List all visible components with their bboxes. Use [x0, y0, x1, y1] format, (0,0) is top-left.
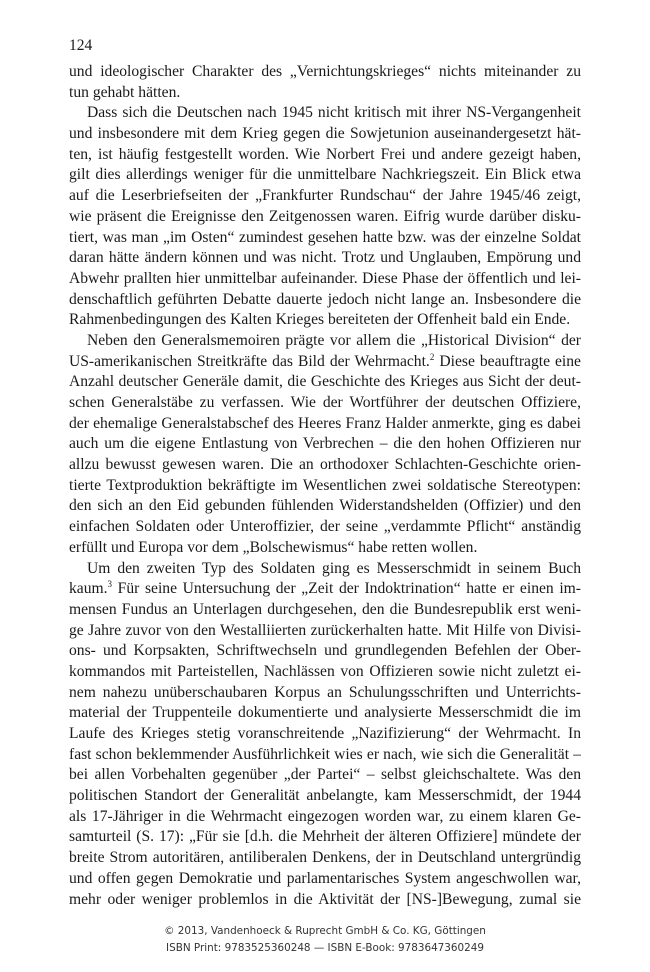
text-line: fast schon beklemmender Ausführlichkeit wies er nach, wie sich die Generalität –: [69, 745, 581, 763]
text-line: daran hätte ändern können und was nicht. Trotz und Unglauben, Empörung und: [69, 249, 581, 267]
text-line: als 17-Jähriger in die Wehrmacht eingezogen worden war, zu einem klaren Ge-: [69, 807, 581, 825]
text-line: tierte Textproduktion bekräftigte im Wesentlichen zwei soldatische Stereotypen:: [69, 476, 581, 494]
text-line: kommandos mit Parteistellen, Nachlässen von Offizieren sowie nicht zuletzt ei-: [69, 662, 581, 680]
text-line: nem nahezu unüberschaubaren Korpus an Schulungsschriften und Unterrichts-: [69, 683, 581, 701]
text-line: tiert, was man „im Osten“ zumindest gesehen hatte bzw. was der einzelne Soldat: [69, 228, 581, 246]
text-line: Laufe des Krieges stetig voranschreitende „Nazifizierung“ der Wehrmacht. In: [69, 725, 581, 742]
text-line: auch um die eigene Entlastung von Verbrechen – die den hohen Offizieren nur: [69, 435, 581, 453]
page-number: 124: [69, 37, 93, 54]
text-line: material der Truppenteile dokumentierte und analysierte Messerschmidt die im: [69, 704, 581, 722]
text-line: denschaftlich geführten Debatte dauerte jedoch nicht lange an. Insbesondere die: [69, 290, 581, 308]
text-line: Abwehr prallten hier unmittelbar aufeinander. Diese Phase der öffentlich und lei-: [69, 269, 581, 287]
text-line: gilt dies allerdings weniger für die unmittelbare Nachkriegszeit. Ein Blick etwa: [69, 166, 581, 184]
text-line: Neben den Generalsmemoiren prägte vor allem die „Historical Division“ der: [87, 331, 581, 349]
text-line: mehr oder weniger problemlos in die Aktivität der [NS-]Bewegung, zumal sie: [69, 890, 581, 908]
body-text: [69, 62, 581, 910]
text-line: Dass sich die Deutschen nach 1945 nicht kritisch mit ihrer NS-Vergangenheit: [87, 104, 581, 122]
text-line: tun gehabt hätten.: [69, 83, 181, 101]
text-line: [69, 352, 581, 373]
text-line: Anzahl deutscher Generäle damit, die Geschichte des Krieges aus Sicht der deut-: [69, 373, 581, 391]
text-line: den sich an den Eid gebunden fühlenden Widerstandshelden (Offizier) und den: [69, 497, 581, 515]
text-line: bei allen Vorbehalten gegenüber „der Partei“ – selbst gleichschaltete. Was den: [69, 766, 581, 784]
text-line: ge Jahre zuvor von den Westalliierten zurückerhalten hatte. Mit Hilfe von Divisi-: [69, 621, 581, 639]
text-line: samturteil (S. 17): „Für sie [d.h. die Mehrheit der älteren Offiziere] mündete der: [69, 828, 581, 846]
text-line: ons- und Korpsakten, Schriftwechseln und grundlegenden Befehlen der Ober-: [69, 642, 581, 660]
text-line: ten, ist häufig festgestellt worden. Wie Norbert Frei und andere gezeigt haben,: [69, 145, 581, 163]
isbn-line: ISBN Print: 9783525360248 — ISBN E-Book: 9783647360249: [166, 942, 484, 954]
text-line: [69, 579, 581, 600]
text-line: wie präsent die Ereignisse den Zeitgenossen waren. Eifrig wurde darüber disku-: [69, 207, 581, 225]
text-line: Rahmenbedingungen des Kalten Krieges bereiteten der Offenheit bald ein Ende.: [69, 311, 571, 329]
text-line: einfachen Soldaten oder Unteroffizier, der seine „verdammte Pflicht“ anständig: [69, 518, 581, 536]
text-line: auf die Leserbriefseiten der „Frankfurter Rundschau“ der Jahre 1945/46 zeigt,: [69, 187, 581, 205]
footnote-marker: 3: [107, 579, 113, 590]
text-line: politischen Standort der Generalität anbelangte, kam Messerschmidt, der 1944: [69, 787, 581, 805]
text-line: schen Generalstäbe zu verfassen. Wie der Wortführer der deutschen Offiziere,: [69, 394, 581, 411]
footnote-marker: 2: [429, 351, 435, 362]
text-line: der ehemalige Generalstabschef des Heeres Franz Halder anmerkte, ging es dabei: [69, 414, 581, 432]
text-line: und ideologischer Charakter des „Vernichtungskrieges“ nichts miteinander zu: [69, 63, 581, 80]
text-line: und offen gegen Demokratie und parlamentarisches System angeschwollen war,: [69, 869, 581, 887]
text-line: mensen Fundus an Unterlagen durchgesehen, den die Bundesrepublik erst weni-: [69, 600, 581, 618]
text-line-segment: Für seine Untersuchung der „Zeit der Indoktrination“ hatte er einen im-: [112, 580, 581, 598]
text-line: Um den zweiten Typ des Soldaten ging es Messerschmidt in seinem Buch: [87, 559, 581, 577]
text-line: breite Strom autoritären, antiliberalen Denkens, der in Deutschland untergründig: [69, 849, 581, 867]
text-line-segment: kaum.: [69, 580, 108, 598]
copyright-notice: © 2013, Vandenhoeck & Ruprecht GmbH & Co. KG, Göttingen: [164, 925, 486, 937]
text-line-segment: Diese beauftragte eine: [434, 352, 581, 370]
text-line: erfüllt und Europa vor dem „Bolschewismus“ habe retten wollen.: [69, 538, 478, 556]
text-line: allzu bewusst gewesen waren. Die an orthodoxer Schlachten-Geschichte orien-: [69, 456, 581, 474]
text-line-segment: US-amerikanischen Streitkräfte das Bild der Wehrmacht.: [69, 352, 430, 370]
text-line: und insbesondere mit dem Krieg gegen die Sowjetunion auseinandergesetzt hät-: [69, 125, 581, 143]
